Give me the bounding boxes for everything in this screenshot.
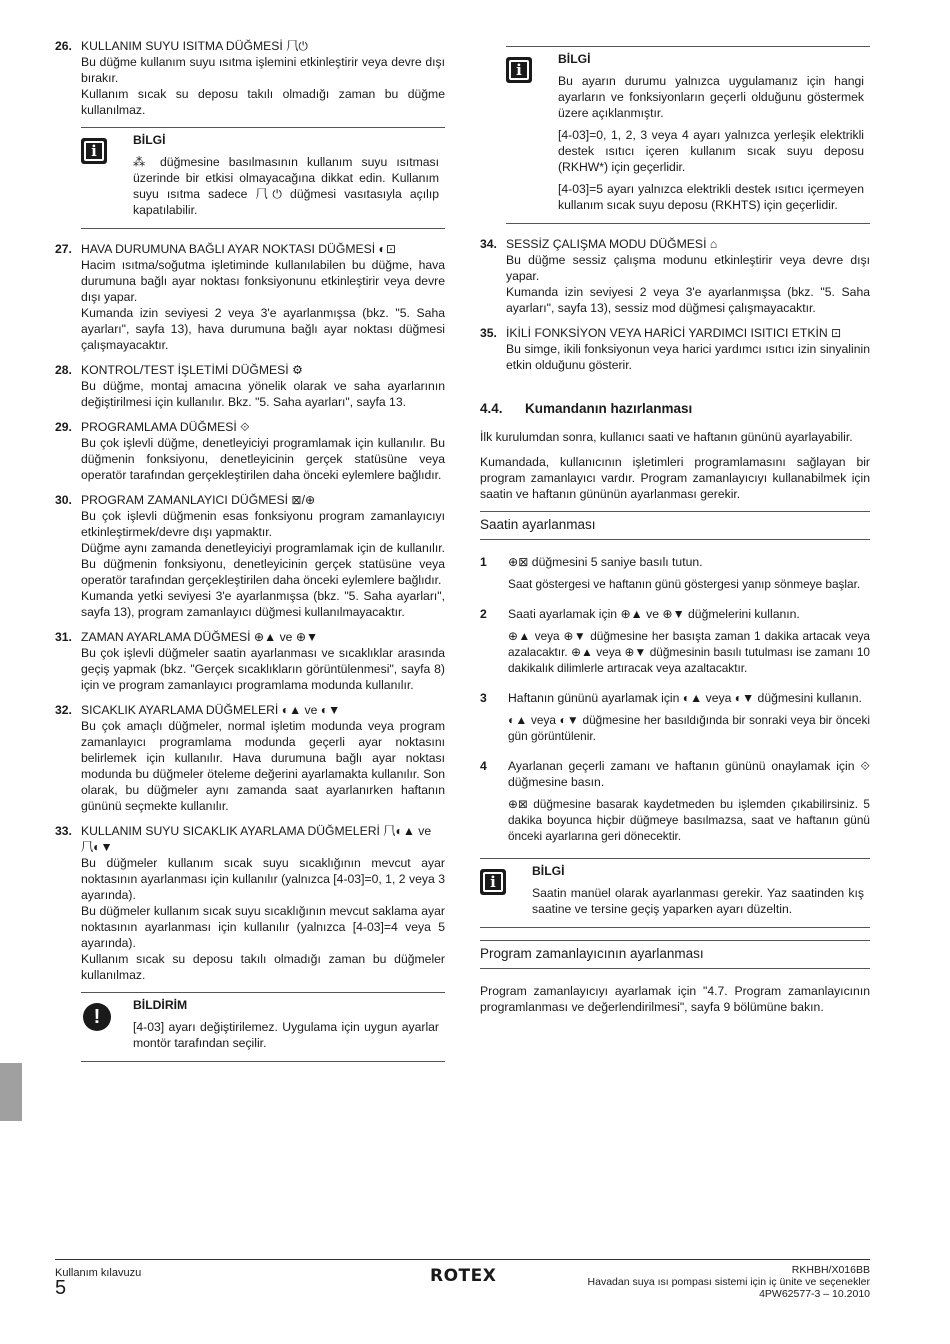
info-box bbox=[480, 858, 870, 928]
item-text: Bu çok işlevli düğmeler saatin ayarlanması ve sıcaklıklar arasında geçiş yapmak (bkz. "Gerçek sıcaklıkların görüntülenmesi", sayfa 8) için ve program zamanlayıcı programlama modunda kullanılır. bbox=[81, 646, 445, 692]
item-35: 35. İKİLİ FONKSİYON VEYA HARİCİ YARDIMCI ISITICI ETKİN ⊡ Bu simge, ikili fonksiyonun veya harici yardımcı ısıtıcı izin sinyalinin etkin olduğunu gösterir. bbox=[480, 326, 870, 372]
item-29: 29. PROGRAMLAMA DÜĞMESİ ⟐ Bu çok işlevli düğme, denetleyiciyi programlamak için kullanılır. Bu düğmenin fonksiyonu, denetleyicinin gerçek statüsüne veya operatör tarafından gerçekleştirilen daha önceki eylemlere bağlıdır. bbox=[55, 420, 445, 482]
item-title: SICAKLIK AYARLAMA DÜĞMELERİ ◐▲ ve ◐▼ bbox=[81, 703, 341, 717]
item-text: Bu çok işlevli düğme, denetleyiciyi programlamak için kullanılır. Bu düğmenin fonksiyonu, denetleyicinin gerçek statüsüne veya operatör tarafından gerçekleştirilen daha önceki eylemlere bağlıdır. bbox=[81, 436, 445, 482]
chapter-tab bbox=[0, 1063, 22, 1121]
right-column bbox=[480, 46, 870, 1024]
step-text: Ayarlanan geçerli zamanı ve haftanın gününü onaylamak için ⟐ düğmesine basın. bbox=[508, 759, 870, 789]
item-text: Bu düğmeler kullanım sıcak suyu sıcaklığının mevcut ayar noktasının ayarlanması için kullanılır (yalnızca [4-03]=0, 1, 2 veya 3 ayarında). bbox=[81, 856, 445, 902]
item-text: Bu çok işlevli düğmenin esas fonksiyonu program zamanlayıcıyı etkinleştirmek/devre dışı yapmaktır. bbox=[81, 509, 445, 539]
item-title: İKİLİ FONKSİYON VEYA HARİCİ YARDIMCI ISITICI ETKİN ⊡ bbox=[506, 326, 842, 340]
info-text: [4-03]=5 ayarı yalnızca elektrikli destek ısıtıcı içermeyen kullanım sıcak suyu deposu (RKHTS) için geçerlidir. bbox=[558, 182, 864, 212]
step: 2 Saati ayarlamak için ⊕▲ ve ⊕▼ düğmelerini kullanın. ⊕▲ veya ⊕▼ düğmesine her basışta zaman 1 dakika artacak veya azalacaktır. ⊕▲ veya ⊕▼ düğmesinin basılı tutulması ise zamanı 10 dakikalık dilimlerle artıracak veya azaltacaktır. bbox=[480, 607, 870, 675]
item-31: 31. ZAMAN AYARLAMA DÜĞMESİ ⊕▲ ve ⊕▼ Bu çok işlevli düğmeler saatin ayarlanması ve sıcaklıklar arasında geçiş yapmak (bkz. "Gerçek sıcaklıkların görüntülenmesi", sayfa 8) için ve program zamanlayıcı programlama modunda kullanılır. bbox=[55, 630, 445, 692]
item-text: Bu düğme sessiz çalışma modunu etkinleştirir veya devre dışı yapar. bbox=[506, 253, 870, 283]
item-title: SESSİZ ÇALIŞMA MODU DÜĞMESİ ⌂ bbox=[506, 237, 718, 251]
item-26: 26. KULLANIM SUYU ISITMA DÜĞMESİ ⺇⏻ Bu düğme kullanım suyu ısıtma işlemini etkinleştirir veya devre dışı bırakır. Kullanım sıcak su deposu takılı olmadığı zaman bu düğme kullanılmaz. bbox=[55, 39, 445, 117]
section-heading bbox=[480, 401, 870, 417]
step-subtext: Saat göstergesi ve haftanın günü göstergesi yanıp sönmeye başlar. bbox=[508, 577, 861, 591]
page-number: 5 bbox=[55, 1277, 67, 1299]
info-box bbox=[81, 127, 445, 229]
item-text: Bu düğmeler kullanım sıcak suyu sıcaklığının mevcut saklama ayar noktasının ayarlanması için kullanılır (yalnızca [4-03]=4 veya 5 ayarında). bbox=[81, 904, 445, 950]
item-text: Bu düğme kullanım suyu ısıtma işlemini etkinleştirir veya devre dışı bırakır. bbox=[81, 55, 445, 85]
notice-text: [4-03] ayarı değiştirilemez. Uygulama için uygun ayarlar montör tarafından seçilir. bbox=[133, 1020, 439, 1050]
info-icon: i bbox=[81, 138, 107, 164]
notice-box bbox=[81, 992, 445, 1062]
item-text: Bu çok amaçlı düğmeler, normal işletim modunda veya program zamanlayıcı programlama modunda geçerli ayar noktasını belirlemek için kullanılır. Hava durumuna bağlı ayar noktası modunda bu düğmeler öteleme değerini ayarlamakta kullanılır. Son olarak, bu düğmeler aynı zamanda saat ayarlanırken haftanın gününü seçmekte kullanılır. bbox=[81, 719, 445, 813]
subsection-heading: Program zamanlayıcının ayarlanması bbox=[480, 940, 870, 969]
item-text: Kumanda izin seviyesi 2 veya 3'e ayarlanmışsa (bkz. "5. Saha ayarları", sayfa 13), sessiz mod düğmesi çalışmayacaktır. bbox=[506, 285, 870, 315]
info-heading: BİLGİ bbox=[558, 52, 591, 66]
notice-heading: BİLDİRİM bbox=[133, 998, 188, 1012]
paragraph: Program zamanlayıcıyı ayarlamak için "4.7. Program zamanlayıcının programlanması ve değerlendirilmesi", sayfa 9 bölümüne bakın. bbox=[480, 984, 870, 1014]
info-text: [4-03]=0, 1, 2, 3 veya 4 ayarı yalnızca yerleşik elektrikli destek ısıtıcı içeren kullanım sıcak suyu deposu (RKHW*) için geçerlidir. bbox=[558, 128, 864, 174]
info-icon: i bbox=[506, 57, 532, 83]
step: 1 ⊕⊠ düğmesini 5 saniye basılı tutun. Saat göstergesi ve haftanın günü göstergesi yanıp sönmeye başlar. bbox=[480, 554, 870, 592]
item-text: Kullanım sıcak su deposu takılı olmadığı zaman bu düğme kullanılmaz. bbox=[81, 87, 445, 117]
section-title: Kumandanın hazırlanması bbox=[525, 401, 693, 416]
info-heading: BİLGİ bbox=[133, 133, 166, 147]
item-title: KONTROL/TEST İŞLETİMİ DÜĞMESİ ⚙ bbox=[81, 363, 303, 377]
item-text: Bu simge, ikili fonksiyonun veya harici yardımcı ısıtıcı izin sinyalinin etkin olduğunu gösterir. bbox=[506, 342, 870, 372]
item-text: Kullanım sıcak su deposu takılı olmadığı zaman bu düğmeler kullanılmaz. bbox=[81, 952, 445, 982]
item-text: Hacim ısıtma/soğutma işletiminde kullanılabilen bu düğme, hava durumuna bağlı ayar noktası fonksiyonunu etkinleştirir veya devre dışı yapar. bbox=[81, 258, 445, 304]
footer-rule bbox=[55, 1259, 870, 1260]
step-text: Saati ayarlamak için ⊕▲ ve ⊕▼ düğmelerini kullanın. bbox=[508, 607, 800, 621]
section-number: 4.4. bbox=[480, 401, 503, 416]
item-title: KULLANIM SUYU SICAKLIK AYARLAMA DÜĞMELERİ ⺇◐▲ ve ⺇◐▼ bbox=[81, 824, 432, 854]
info-text: ⁂ düğmesine basılmasının kullanım suyu ısıtması üzerinde bir etkisi olmayacağına dikkat edin. Kullanım suyu ısıtma sadece ⺇⏻ düğmesi vasıtasıyla açılıp kapatılabilir. bbox=[133, 155, 439, 217]
left-column bbox=[55, 38, 445, 1074]
model-code: RKHBH/X016BB bbox=[791, 1264, 870, 1276]
step: 3 Haftanın gününü ayarlamak için ◐▲ veya ◐▼ düğmesini kullanın. ◐▲ veya ◐▼ düğmesine her basıldığında bir sonraki veya bir önceki gün görüntülenir. bbox=[480, 691, 870, 743]
info-text: Saatin manüel olarak ayarlanması gerekir. Yaz saatinden kış saatine ve tersine geçiş yaparken ayarı düzeltin. bbox=[532, 886, 864, 916]
item-title: PROGRAMLAMA DÜĞMESİ ⟐ bbox=[81, 420, 250, 434]
item-27: 27. HAVA DURUMUNA BAĞLI AYAR NOKTASI DÜĞMESİ ◐⊡ Hacim ısıtma/soğutma işletiminde kullanılabilen bu düğme, hava durumuna bağlı ayar noktası fonksiyonunu etkinleştirir veya devre dışı yapar. Kumanda izin seviyesi 2 veya 3'e ayarlanmışsa (bkz. "5. Saha ayarları", sayfa 13), hava durumuna bağlı ayar noktası düğmesi çalışmayacaktır. bbox=[55, 242, 445, 352]
item-title: KULLANIM SUYU ISITMA DÜĞMESİ ⺇⏻ bbox=[81, 39, 309, 53]
step-subtext: ⊕⊠ düğmesine basarak kaydetmeden bu işlemden çıkabilirsiniz. 5 dakika boyunca hiçbir düğmeye basılmazsa, saat ve haftanın günü önceki ayarlarına geri dönecektir. bbox=[508, 797, 870, 843]
item-text: Kumanda yetki seviyesi 3'e ayarlanmışsa (bkz. "5. Saha ayarları", sayfa 13), program zamanlayıcı düğmesi kullanılmayacaktır. bbox=[81, 589, 445, 619]
step-text: Haftanın gününü ayarlamak için ◐▲ veya ◐▼ düğmesini kullanın. bbox=[508, 691, 862, 705]
item-33: 33. KULLANIM SUYU SICAKLIK AYARLAMA DÜĞMELERİ ⺇◐▲ ve ⺇◐▼ Bu düğmeler kullanım sıcak suyu sıcaklığının mevcut ayar noktasının ayarlanması için kullanılır (yalnızca [4-03]=0, 1, 2 veya 3 ayarında). Bu düğmeler kullanım sıcak suyu sıcaklığının mevcut saklama ayar noktasının ayarlanması için kullanılır (yalnızca [4-03]=4 veya 5 ayarında). Kullanım sıcak su deposu takılı olmadığı zaman bu düğmeler kullanılmaz. bbox=[55, 824, 445, 982]
step-subtext: ◐▲ veya ◐▼ düğmesine her basıldığında bir sonraki veya bir önceki gün görüntülenir. bbox=[508, 713, 870, 743]
document-description: Havadan suya ısı pompası sistemi için iç ünite ve seçenekler bbox=[587, 1276, 870, 1288]
item-32: 32. SICAKLIK AYARLAMA DÜĞMELERİ ◐▲ ve ◐▼ Bu çok amaçlı düğmeler, normal işletim modunda veya program zamanlayıcı programlama modunda geçerli ayar noktasını belirlemek için kullanılır. Hava durumuna bağlı ayar noktası modunda bu düğmeler öteleme değerini ayarlamakta kullanılır. Son olarak, bu düğmeler aynı zamanda saat ayarlanırken haftanın gününü seçmekte kullanılır. bbox=[55, 703, 445, 813]
item-title: HAVA DURUMUNA BAĞLI AYAR NOKTASI DÜĞMESİ ◐⊡ bbox=[81, 242, 397, 256]
item-text: Bu düğme, montaj amacına yönelik olarak ve saha ayarlarının değiştirilmesi için kullanılır. Bkz. "5. Saha ayarları", sayfa 13. bbox=[81, 379, 445, 409]
brand-logo: ROTEX bbox=[430, 1266, 497, 1286]
item-title: ZAMAN AYARLAMA DÜĞMESİ ⊕▲ ve ⊕▼ bbox=[81, 630, 319, 644]
item-text: Kumanda izin seviyesi 2 veya 3'e ayarlanmışsa (bkz. "5. Saha ayarları", sayfa 13), hava durumuna bağlı ayar noktası düğmesi çalışmayacaktır. bbox=[81, 306, 445, 352]
item-28: 28. KONTROL/TEST İŞLETİMİ DÜĞMESİ ⚙ Bu düğme, montaj amacına yönelik olarak ve saha ayarlarının değiştirilmesi için kullanılır. Bkz. "5. Saha ayarları", sayfa 13. bbox=[55, 363, 445, 409]
item-30: 30. PROGRAM ZAMANLAYICI DÜĞMESİ ⊠/⊕ Bu çok işlevli düğmenin esas fonksiyonu program zamanlayıcıyı etkinleştirmek/devre dışı yapmaktır. Düğme aynı zamanda denetleyiciyi programlamak için de kullanılır. Bu düğmenin fonksiyonu, denetleyicinin gerçek statüsüne veya operatör tarafından gerçekleştirilen daha önceki eylemlere bağlıdır. Kumanda yetki seviyesi 3'e ayarlanmışsa (bkz. "5. Saha ayarları", sayfa 13), program zamanlayıcı düğmesi kullanılmayacaktır. bbox=[55, 493, 445, 619]
item-title: PROGRAM ZAMANLAYICI DÜĞMESİ ⊠/⊕ bbox=[81, 493, 316, 507]
info-box bbox=[506, 46, 870, 224]
footer-info bbox=[588, 1264, 870, 1300]
warning-icon: ! bbox=[83, 1003, 111, 1031]
paragraph: Kumandada, kullanıcının işletimleri programlamasını sağlayan bir program zamanlayıcı vardır. Program zamanlayıcıyı kullanabilmek için saatin ve haftanın gününün ayarlanması gerekir. bbox=[480, 455, 870, 501]
footer-label: Kullanım kılavuzu bbox=[55, 1267, 142, 1279]
info-icon: i bbox=[480, 869, 506, 895]
step-text: ⊕⊠ düğmesini 5 saniye basılı tutun. bbox=[508, 555, 703, 569]
item-text: Düğme aynı zamanda denetleyiciyi programlamak için de kullanılır. Bu düğmenin fonksiyonu, denetleyicinin gerçek statüsüne veya operatör tarafından gerçekleştirilen daha önceki eylemlere bağlıdır. bbox=[81, 541, 445, 587]
info-text: Bu ayarın durumu yalnızca uygulamanız için hangi ayarların ve fonksiyonların geçerli olduğunu göstermek üzere açıklanmıştır. bbox=[558, 74, 864, 120]
subsection-heading: Saatin ayarlanması bbox=[480, 511, 870, 540]
step: 4 Ayarlanan geçerli zamanı ve haftanın gününü onaylamak için ⟐ düğmesine basın. ⊕⊠ düğmesine basarak kaydetmeden bu işlemden çıkabilirsiniz. 5 dakika boyunca hiçbir düğmeye basılmazsa, saat ve haftanın günü önceki ayarlarına geri dönecektir. bbox=[480, 759, 870, 843]
item-34: 34. SESSİZ ÇALIŞMA MODU DÜĞMESİ ⌂ Bu düğme sessiz çalışma modunu etkinleştirir veya devre dışı yapar. Kumanda izin seviyesi 2 veya 3'e ayarlanmışsa (bkz. "5. Saha ayarları", sayfa 13), sessiz mod düğmesi çalışmayacaktır. bbox=[480, 237, 870, 315]
step-subtext: ⊕▲ veya ⊕▼ düğmesine her basışta zaman 1 dakika artacak veya azalacaktır. ⊕▲ veya ⊕▼ düğmesinin basılı tutulması ise zamanı 10 dakikalık dilimlerle artıracak veya azaltacaktır. bbox=[508, 629, 870, 675]
paragraph: İlk kurulumdan sonra, kullanıcı saati ve haftanın gününü ayarlayabilir. bbox=[480, 430, 853, 444]
document-code: 4PW62577-3 – 10.2010 bbox=[759, 1288, 870, 1300]
info-heading: BİLGİ bbox=[532, 864, 565, 878]
